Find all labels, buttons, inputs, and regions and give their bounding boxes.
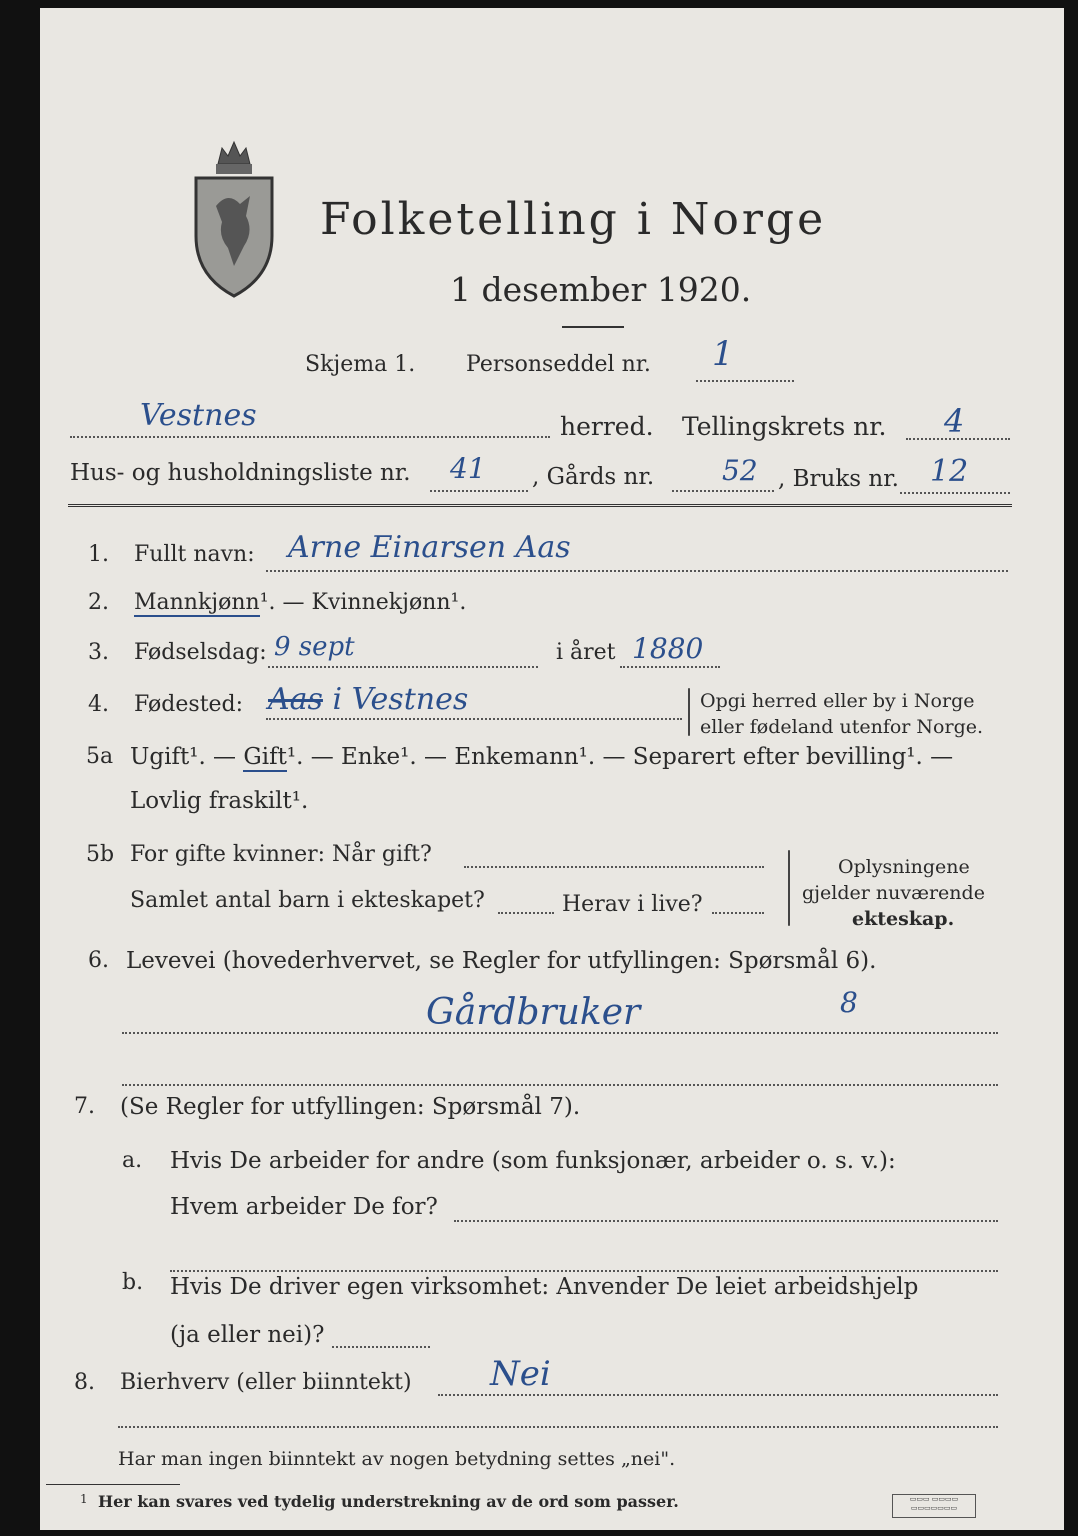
- occupation-line-1: [122, 1032, 998, 1034]
- marital-other-options[interactable]: ¹. — Enke¹. — Enkemann¹. — Separert efter bevilling¹. —: [286, 744, 954, 770]
- husliste-line: [430, 490, 528, 492]
- title-divider: [562, 326, 624, 328]
- employer-line-2: [170, 1270, 998, 1272]
- occupation-value: Gårdbruker: [426, 992, 641, 1033]
- q3-number: 3.: [88, 640, 109, 665]
- census-date: 1 desember 1920.: [450, 270, 752, 309]
- personseddel-label: Personseddel nr.: [466, 352, 651, 377]
- printer-stamp: ▭▭▭ ▭▭▭▭ ▭▭▭▭▭▭▭: [892, 1494, 976, 1518]
- employer-line-1: [454, 1220, 998, 1222]
- mann-text: Mannkjønn: [134, 590, 260, 615]
- married-when-line: [464, 866, 764, 868]
- gift-option[interactable]: Gift: [243, 744, 287, 770]
- q2-number: 2.: [88, 590, 109, 615]
- personseddel-value: 1: [712, 334, 734, 374]
- husliste-label: Hus- og husholdningsliste nr.: [70, 460, 411, 486]
- q5b-note-3: ekteskap.: [852, 908, 955, 930]
- birthplace-value: [268, 682, 468, 717]
- q7a-number: a.: [122, 1148, 143, 1173]
- q5b-line1: For gifte kvinner: Når gift?: [130, 842, 432, 867]
- q6-label: Levevei (hovederhvervet, se Regler for utfyllingen: Spørsmål 6).: [126, 948, 877, 974]
- occupation-line-2: [122, 1084, 998, 1086]
- bruks-label: , Bruks nr.: [778, 466, 899, 492]
- q1-number: 1.: [88, 542, 109, 567]
- q7a-line1: Hvis De arbeider for andre (som funksjonær, arbeider o. s. v.):: [170, 1148, 896, 1174]
- full-name-line: [266, 570, 1008, 572]
- birth-year-label: i året: [556, 640, 616, 665]
- herav-label: Herav i live?: [562, 892, 703, 917]
- tellingskrets-line: [906, 438, 1010, 440]
- gards-value: 52: [722, 454, 758, 487]
- footnote-rule: [46, 1484, 180, 1485]
- q3-label: Fødselsdag:: [134, 640, 267, 665]
- q4-label: Fødested:: [134, 692, 244, 717]
- header-divider: [68, 504, 1012, 507]
- q4-note-1: Opgi herred eller by i Norge: [700, 690, 975, 712]
- gards-label: , Gårds nr.: [532, 464, 655, 490]
- full-name-value: Arne Einarsen Aas: [288, 530, 571, 565]
- q1-label: Fullt navn:: [134, 542, 255, 567]
- q5b-number: 5b: [86, 842, 115, 867]
- gender-option-mann[interactable]: [134, 590, 466, 615]
- side-income-line-2: [118, 1426, 998, 1428]
- q7b-line2: (ja eller nei)?: [170, 1322, 325, 1348]
- q8-number: 8.: [74, 1370, 95, 1395]
- form-title: Folketelling i Norge: [320, 194, 827, 245]
- q6-number: 6.: [88, 948, 109, 973]
- side-income-value: Nei: [490, 1354, 551, 1394]
- herav-line: [712, 912, 764, 914]
- hired-help-line: [332, 1346, 430, 1348]
- gender-separator: ¹. —: [259, 590, 312, 615]
- birthplace-text: i Vestnes: [332, 682, 469, 717]
- husliste-value: 41: [450, 452, 486, 485]
- q4-note-2: eller fødeland utenfor Norge.: [700, 716, 984, 738]
- birth-year-line: [620, 666, 720, 668]
- side-income-note: Har man ingen biinntekt av nogen betydning settes „nei".: [118, 1448, 676, 1470]
- footnote-mark: 1: [80, 1492, 88, 1506]
- gards-line: [672, 490, 774, 492]
- birth-year-value: 1880: [632, 632, 704, 665]
- ugift-option[interactable]: Ugift¹. —: [130, 744, 244, 770]
- occupation-code-mark: 8: [840, 986, 858, 1019]
- herred-label: herred.: [560, 412, 654, 441]
- q7b-number: b.: [122, 1270, 144, 1295]
- census-form-page: [40, 8, 1064, 1530]
- herred-value: Vestnes: [140, 398, 257, 433]
- q7a-line2: Hvem arbeider De for?: [170, 1194, 438, 1220]
- bruks-line: [900, 492, 1010, 494]
- q5b-note-2: gjelder nuværende: [802, 882, 985, 904]
- birthday-value: 9 sept: [274, 632, 355, 662]
- bruks-value: 12: [930, 454, 969, 489]
- q7b-line1: Hvis De driver egen virksomhet: Anvender De leiet arbeidshjelp: [170, 1274, 919, 1300]
- birthplace-struck: Aas: [268, 682, 323, 717]
- skjema-label: Skjema 1.: [305, 352, 416, 377]
- herred-line: [70, 436, 550, 438]
- q7-number: 7.: [74, 1094, 95, 1119]
- lovlig-fraskilt-option[interactable]: Lovlig fraskilt¹.: [130, 788, 309, 814]
- norwegian-coat-of-arms-icon: [188, 136, 280, 302]
- birthplace-line: [266, 718, 682, 720]
- q4-brace: [688, 688, 690, 736]
- q5b-line2: Samlet antal barn i ekteskapet?: [130, 888, 485, 913]
- q8-label: Bierhverv (eller biinntekt): [120, 1370, 412, 1395]
- personseddel-line: [696, 380, 794, 382]
- tellingskrets-value: 4: [944, 402, 965, 440]
- q5b-note-1: Oplysningene: [838, 856, 970, 878]
- q4-number: 4.: [88, 692, 109, 717]
- side-income-line-1: [438, 1394, 998, 1396]
- children-count-line: [498, 912, 554, 914]
- gender-option-kvinne[interactable]: Kvinnekjønn¹.: [311, 590, 467, 615]
- tellingskrets-label: Tellingskrets nr.: [682, 412, 887, 441]
- footnote-text: Her kan svares ved tydelig understrekning av de ord som passer.: [98, 1492, 679, 1511]
- q7-label: (Se Regler for utfyllingen: Spørsmål 7).: [120, 1094, 581, 1120]
- birthday-line: [268, 666, 538, 668]
- q5b-brace: [788, 850, 790, 926]
- q5a-number: 5a: [86, 744, 114, 769]
- marital-status-options[interactable]: [130, 744, 953, 770]
